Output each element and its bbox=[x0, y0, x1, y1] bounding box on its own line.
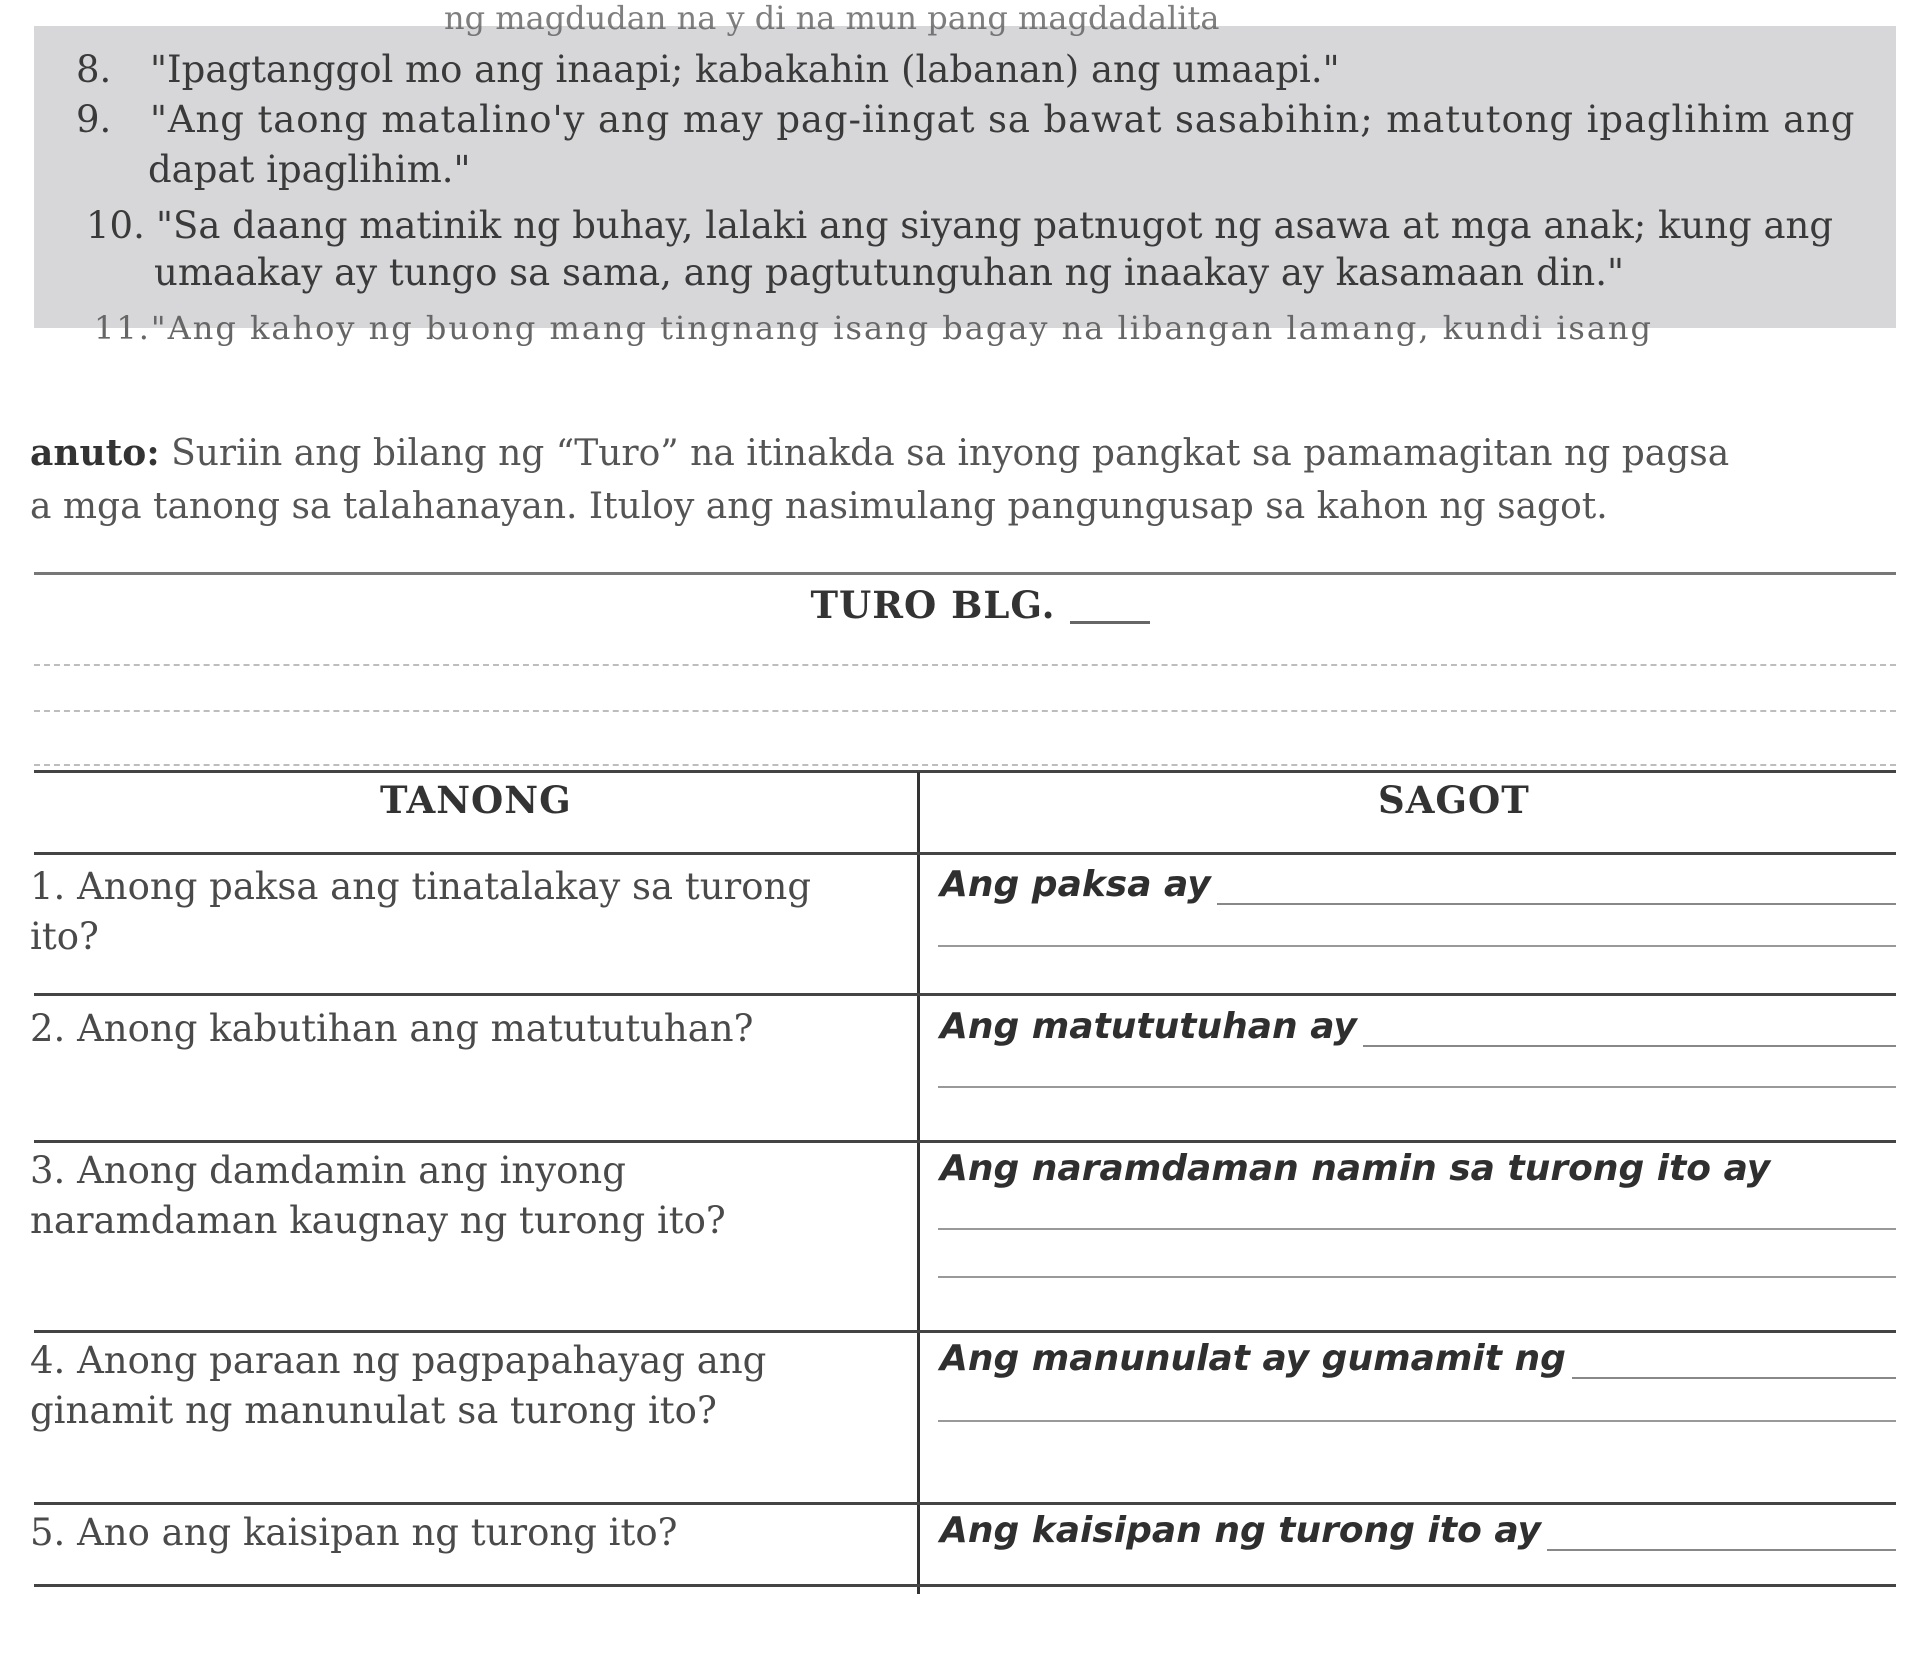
column-header-sagot: SAGOT bbox=[1378, 778, 1530, 822]
answer-blank[interactable] bbox=[1363, 1015, 1896, 1047]
answer-prompt: Ang manunulat ay gumamit ng bbox=[940, 1338, 1566, 1379]
item-number: 10. bbox=[86, 204, 145, 247]
turo-item-10-continuation: umaakay ay tungo sa sama, ang pagtutunguhan ng inaakay ay kasamaan din." bbox=[154, 251, 1625, 294]
turo-item-9-continuation: dapat ipaglihim." bbox=[148, 148, 471, 191]
answer-blank[interactable] bbox=[1572, 1347, 1896, 1379]
divider bbox=[34, 710, 1896, 712]
table-top-border bbox=[34, 770, 1896, 773]
row-divider bbox=[34, 1502, 1896, 1505]
turo-number-blank[interactable] bbox=[1070, 621, 1150, 624]
answer-prompt: Ang kaisipan ng turong ito ay bbox=[940, 1510, 1542, 1551]
answer-prompt: Ang naramdaman namin sa turong ito ay bbox=[940, 1148, 1771, 1189]
item-text: "Sa daang matinik ng buhay, lalaki ang siyang patnugot ng asawa at mga anak; kung ang bbox=[156, 204, 1834, 247]
turo-number-heading bbox=[0, 583, 1920, 627]
answer-blank[interactable] bbox=[1217, 873, 1896, 905]
question-5: 5. Ano ang kaisipan ng turong ito? bbox=[30, 1511, 678, 1554]
table-bottom-border bbox=[34, 1584, 1896, 1587]
cut-off-text-bottom: 11."Ang kahoy ng buong mang tingnang isang bagay na libangan lamang, kundi isang bbox=[94, 309, 1654, 347]
divider bbox=[34, 664, 1896, 666]
answer-1[interactable] bbox=[940, 864, 1896, 905]
divider bbox=[34, 764, 1896, 766]
instructions-line-2: a mga tanong sa talahanayan. Ituloy ang nasimulang pangungusap sa kahon ng sagot. bbox=[30, 486, 1608, 527]
answer-blank-line[interactable] bbox=[938, 1228, 1896, 1230]
table-header-border bbox=[34, 852, 1896, 855]
item-text: "Ipagtanggol mo ang inaapi; kabakahin (labanan) ang umaapi." bbox=[150, 48, 1340, 91]
row-divider bbox=[34, 1330, 1896, 1333]
answer-blank-line[interactable] bbox=[938, 1086, 1896, 1088]
column-header-tanong: TANONG bbox=[380, 778, 572, 822]
answer-4[interactable] bbox=[940, 1338, 1896, 1379]
row-divider bbox=[34, 993, 1896, 996]
instructions-text-1: Suriin ang bilang ng “Turo” na itinakda sa inyong pangkat sa pamamagitan ng pagsa bbox=[171, 433, 1730, 474]
answer-2[interactable] bbox=[940, 1006, 1896, 1047]
answer-blank-line[interactable] bbox=[938, 1420, 1896, 1422]
turo-title: TURO BLG. bbox=[810, 583, 1056, 627]
row-divider bbox=[34, 1140, 1896, 1143]
item-text: "Ang taong matalino'y ang may pag-iingat sa bawat sasabihin; matutong ipaglihim ang bbox=[150, 98, 1856, 141]
instructions-label: anuto: bbox=[30, 432, 160, 474]
question-3: 3. Anong damdamin ang inyong naramdaman kaugnay ng turong ito? bbox=[30, 1149, 726, 1242]
instructions-line-1 bbox=[30, 432, 1890, 474]
question-2: 2. Anong kabutihan ang matututuhan? bbox=[30, 1007, 754, 1050]
table-column-divider bbox=[917, 772, 920, 1594]
question-4: 4. Anong paraan ng pagpapahayag ang ginamit ng manunulat sa turong ito? bbox=[30, 1339, 767, 1432]
answer-3[interactable] bbox=[940, 1148, 1896, 1189]
item-number: 8. bbox=[76, 48, 112, 91]
cut-off-text-top: ng magdudan na y di na mun pang magdadalita bbox=[444, 0, 1220, 37]
answer-blank[interactable] bbox=[1547, 1519, 1896, 1551]
previous-page-strip bbox=[34, 0, 1896, 347]
divider bbox=[34, 572, 1896, 575]
item-number: 9. bbox=[76, 98, 112, 141]
answer-5[interactable] bbox=[940, 1510, 1896, 1551]
question-1: 1. Anong paksa ang tinatalakay sa turong ito? bbox=[30, 865, 812, 958]
answer-prompt: Ang paksa ay bbox=[940, 864, 1211, 905]
answer-blank-line[interactable] bbox=[938, 1276, 1896, 1278]
answer-prompt: Ang matututuhan ay bbox=[940, 1006, 1357, 1047]
answer-blank-line[interactable] bbox=[938, 945, 1896, 947]
